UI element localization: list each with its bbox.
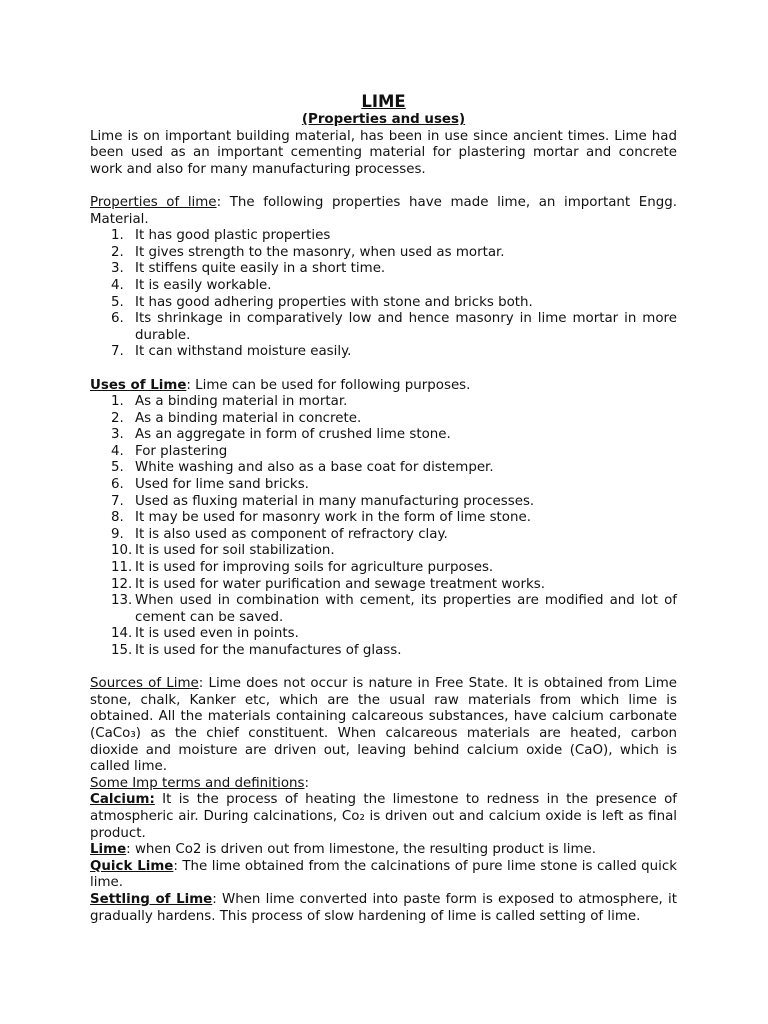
- term-definition: [90, 859, 677, 892]
- terms-list: [90, 792, 677, 925]
- term-definition: [90, 892, 677, 925]
- property-item-number: 7.: [111, 344, 124, 360]
- use-item-text: As a binding material in mortar.: [135, 394, 348, 410]
- use-item-number: 14.: [111, 626, 133, 642]
- uses-list: [90, 394, 677, 660]
- sources-heading: Sources of Lime: [90, 676, 199, 692]
- use-item-text: Used as fluxing material in many manufacturing processes.: [135, 493, 535, 509]
- use-item-text: It is used for water purification and sewage treatment works.: [135, 576, 545, 592]
- uses-lead-text: : Lime can be used for following purposes.: [186, 377, 471, 393]
- use-item-number: 11.: [111, 560, 133, 576]
- use-item-text: It is used for the manufactures of glass.: [135, 643, 402, 658]
- property-item: [90, 295, 677, 312]
- use-item: [90, 527, 677, 544]
- use-item: [90, 460, 677, 477]
- term-name: Lime: [90, 842, 127, 858]
- use-item-number: 9.: [111, 526, 124, 542]
- use-item-text: Used for lime sand bricks.: [135, 477, 309, 493]
- property-item: [90, 245, 677, 262]
- property-item-number: 1.: [111, 228, 124, 244]
- sources-paragraph: [90, 676, 677, 776]
- term-name: Quick Lime: [90, 858, 174, 874]
- use-item: [90, 427, 677, 444]
- use-item-number: 12.: [111, 576, 133, 592]
- property-item-text: It gives strength to the masonry, when used as mortar.: [135, 244, 505, 260]
- intro-paragraph: Lime is on important building material, has been in use since ancient times. Lime had been used as an important cementing material for plastering mortar and concrete work and also for many manufacturing processes.: [90, 128, 677, 177]
- property-item: [90, 311, 677, 344]
- term-text: : When lime converted into paste form is exposed to atmosphere, it gradually hardens. This process of slow hardening of lime is called setting of lime.: [90, 891, 677, 924]
- term-name: Settling of Lime: [90, 891, 213, 907]
- use-item-text: As an aggregate in form of crushed lime stone.: [135, 427, 451, 443]
- use-item-number: 2.: [111, 410, 124, 426]
- use-item-number: 5.: [111, 460, 124, 476]
- use-item-number: 10.: [111, 543, 133, 559]
- property-item-number: 6.: [111, 311, 124, 327]
- property-item-text: It can withstand moisture easily.: [135, 344, 352, 360]
- use-item: [90, 411, 677, 428]
- use-item-number: 4.: [111, 443, 124, 459]
- term-text: : when Co2 is driven out from limestone, the resulting product is lime.: [126, 842, 597, 858]
- property-item-text: It is easily workable.: [135, 277, 272, 293]
- use-item-text: It is also used as component of refractory clay.: [135, 526, 448, 542]
- property-item-number: 2.: [111, 244, 124, 260]
- property-item: [90, 344, 677, 361]
- use-item-text: It is used for soil stabilization.: [135, 543, 335, 559]
- property-item-text: It has good plastic properties: [135, 228, 331, 244]
- use-item: [90, 477, 677, 494]
- term-definition: [90, 792, 677, 842]
- use-item: [90, 444, 677, 461]
- use-item: [90, 593, 677, 626]
- use-item: [90, 543, 677, 560]
- use-item-number: 13.: [111, 593, 133, 609]
- use-item: [90, 626, 677, 643]
- use-item: [90, 577, 677, 594]
- use-item-number: 3.: [111, 427, 124, 443]
- property-item-text: It stiffens quite easily in a short time.: [135, 261, 386, 277]
- document-page: [90, 92, 677, 925]
- use-item-text: When used in combination with cement, its properties are modified and lot of cement can be saved.: [135, 593, 677, 625]
- property-item-number: 3.: [111, 261, 124, 277]
- properties-lead-text: : The following properties have made lime, an important Engg. Material.: [90, 194, 677, 227]
- use-item: [90, 643, 677, 660]
- use-item: [90, 510, 677, 527]
- use-item-text: White washing and also as a base coat for distemper.: [135, 460, 494, 476]
- document-subtitle: (Properties and uses): [301, 112, 466, 127]
- terms-heading-suffix: :: [304, 775, 309, 791]
- use-item-number: 7.: [111, 493, 124, 509]
- use-item-number: 1.: [111, 394, 124, 410]
- document-title: LIME: [361, 92, 406, 111]
- use-item: [90, 494, 677, 511]
- term-text: : The lime obtained from the calcinations of pure lime stone is called quick lime.: [90, 858, 678, 891]
- uses-lead: [90, 378, 677, 395]
- terms-heading-line: [90, 776, 677, 793]
- use-item: [90, 560, 677, 577]
- property-item: [90, 278, 677, 295]
- property-item-text: Its shrinkage in comparatively low and hence masonry in lime mortar in more durable.: [135, 311, 677, 343]
- use-item-text: It is used for improving soils for agriculture purposes.: [135, 560, 494, 576]
- property-item: [90, 228, 677, 245]
- use-item-text: It is used even in points.: [135, 626, 299, 642]
- property-item-number: 5.: [111, 294, 124, 310]
- terms-heading: Some Imp terms and definitions: [90, 775, 305, 791]
- use-item-text: As a binding material in concrete.: [135, 410, 362, 426]
- use-item-number: 8.: [111, 510, 124, 526]
- uses-heading: Uses of Lime: [90, 377, 187, 393]
- property-item-number: 4.: [111, 277, 124, 293]
- use-item-text: For plastering: [135, 443, 228, 459]
- sources-text: : Lime does not occur is nature in Free State. It is obtained from Lime stone, chalk, Kanker etc, which are the usual raw materials from which lime is obtained. All the materials containing calcareous substances, have calcium carbonate (CaCo₃) as the chief constituent. When calcareous materials are heated, carbon dioxide and moisture are driven out, leaving behind calcium oxide (CaO), which is called lime.: [90, 676, 677, 775]
- property-item: [90, 261, 677, 278]
- term-name: Calcium:: [90, 792, 155, 808]
- use-item-number: 15.: [111, 643, 133, 658]
- term-text: It is the process of heating the limestone to redness in the presence of atmospheric air. During calcinations, Co₂ is driven out and calcium oxide is left as final product.: [90, 792, 677, 841]
- properties-lead: [90, 195, 677, 228]
- use-item: [90, 394, 677, 411]
- property-item-text: It has good adhering properties with stone and bricks both.: [135, 294, 533, 310]
- term-definition: [90, 842, 677, 859]
- use-item-number: 6.: [111, 477, 124, 493]
- properties-list: [90, 228, 677, 361]
- use-item-text: It may be used for masonry work in the form of lime stone.: [135, 510, 531, 526]
- properties-heading: Properties of lime: [90, 194, 217, 210]
